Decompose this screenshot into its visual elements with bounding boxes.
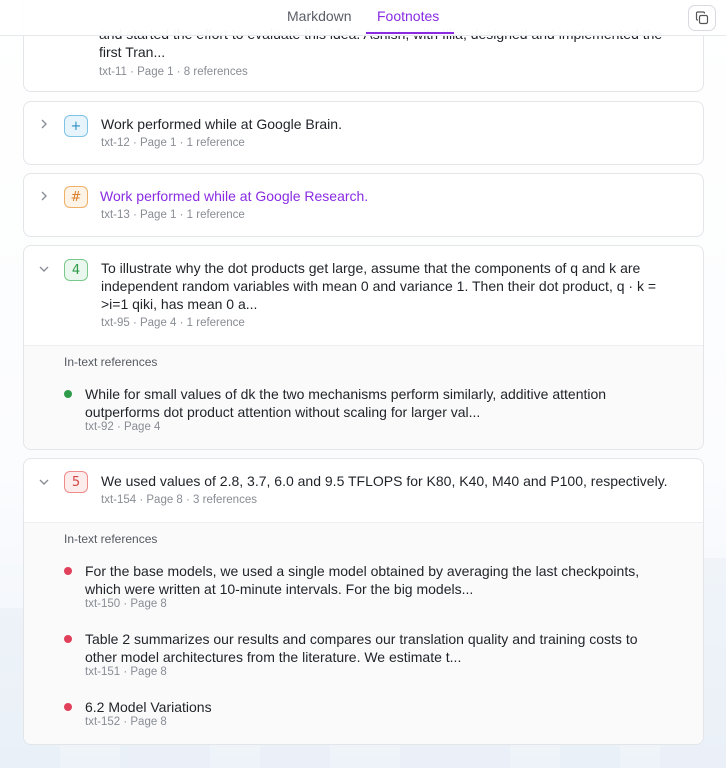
tab-markdown[interactable]: Markdown: [287, 8, 352, 24]
footnote-meta: txt-154 · Page 8 · 3 references: [101, 494, 257, 506]
reference-meta: txt-92 · Page 4: [85, 421, 161, 433]
footnote-card[interactable]: [23, 173, 704, 237]
active-tab-indicator: [366, 32, 454, 34]
copy-icon: [695, 11, 709, 25]
copy-button[interactable]: [688, 5, 716, 31]
footnote-badge: 5: [64, 471, 88, 493]
view-tabs-bar: [0, 0, 726, 36]
reference-dot: [64, 635, 72, 643]
footnote-badge: +: [64, 115, 88, 137]
footnote-card[interactable]: [23, 101, 704, 165]
footnote-text: first Tran...: [99, 44, 166, 60]
footnote-meta: txt-12 · Page 1 · 1 reference: [101, 137, 245, 149]
in-text-references: [24, 345, 703, 450]
reference-text[interactable]: 6.2 Model Variations: [85, 699, 212, 715]
tab-footnotes[interactable]: Footnotes: [377, 8, 440, 24]
reference-meta: txt-151 · Page 8: [85, 666, 167, 678]
reference-meta: txt-150 · Page 8: [85, 598, 167, 610]
footnote-badge: 4: [64, 259, 88, 281]
reference-dot: [64, 703, 72, 711]
reference-text[interactable]: For the base models, we used a single model obtained by averaging the last checkpoints, which were written at 10-minute intervals. For the big models...: [85, 563, 640, 597]
reference-dot: [64, 390, 72, 398]
reference-text[interactable]: While for small values of dk the two mechanisms perform similarly, additive attention outperforms dot product attention without scaling for larger val...: [85, 386, 607, 420]
footnote-meta: txt-11 · Page 1 · 8 references: [99, 66, 248, 78]
footnote-card[interactable]: [23, 458, 704, 745]
reference-meta: txt-152 · Page 8: [85, 716, 167, 728]
chevron-right-icon[interactable]: [38, 190, 50, 202]
footnote-text: Work performed while at Google Brain.: [101, 116, 342, 132]
footnote-text: To illustrate why the dot products get large, assume that the components of q and k are independent random variables with mean 0 and variance 1. Then their dot product, q · k = >i=1 qiki, has mean 0 a...: [101, 260, 657, 312]
footnote-meta: txt-13 · Page 1 · 1 reference: [101, 209, 245, 221]
references-heading: In-text references: [64, 355, 158, 369]
footnote-text[interactable]: Work performed while at Google Research.: [100, 188, 369, 204]
footnote-badge: #: [64, 186, 88, 208]
chevron-right-icon[interactable]: [38, 118, 50, 130]
footnote-text: We used values of 2.8, 3.7, 6.0 and 9.5 TFLOPS for K80, K40, M40 and P100, respectively.: [101, 473, 668, 489]
footnote-meta: txt-95 · Page 4 · 1 reference: [101, 317, 245, 329]
chevron-down-icon[interactable]: [38, 263, 50, 275]
footnote-card[interactable]: [23, 245, 704, 450]
references-heading: In-text references: [64, 532, 158, 546]
chevron-down-icon[interactable]: [38, 476, 50, 488]
reference-text[interactable]: Table 2 summarizes our results and compares our translation quality and training costs to other model architectures from the literature. We estimate t...: [85, 631, 638, 665]
reference-dot: [64, 567, 72, 575]
in-text-references: [24, 522, 703, 745]
